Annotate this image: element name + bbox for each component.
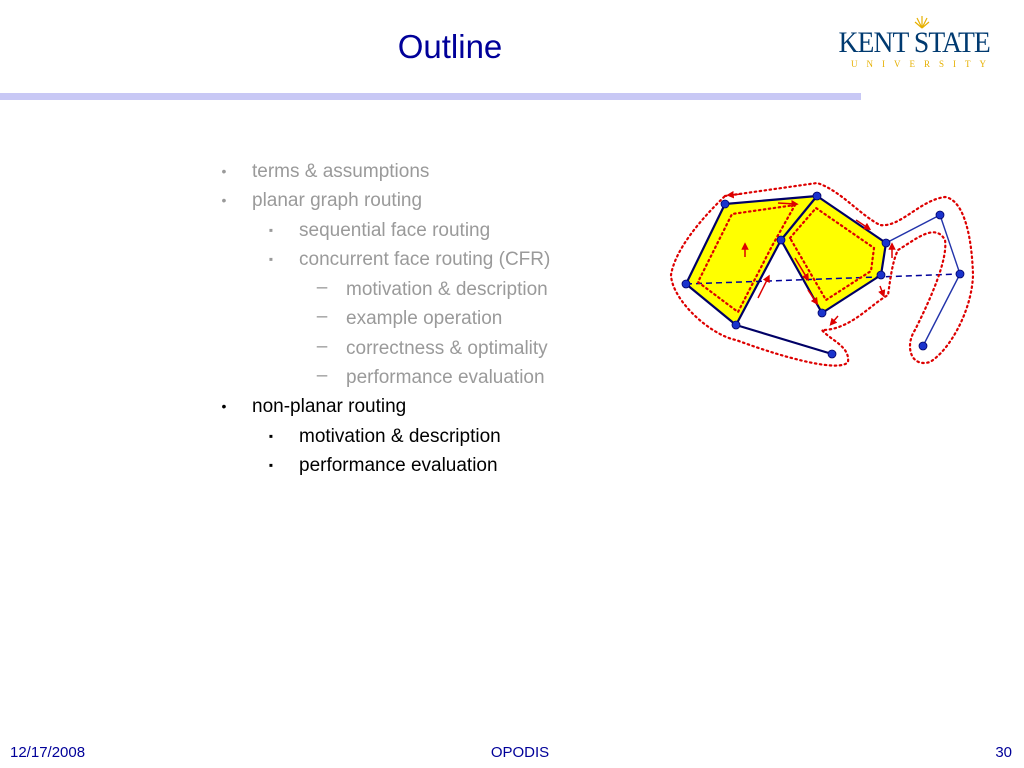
outline-item <box>268 426 501 448</box>
outline-item-text: correctness & optimality <box>346 338 548 359</box>
outline-item <box>268 249 551 271</box>
bullet-marker: – <box>316 306 328 327</box>
outline-item-text: example operation <box>346 308 503 329</box>
logo-wordmark: KENT STATE <box>838 26 990 59</box>
outline-item-text: motivation & description <box>346 279 548 300</box>
outline-item-text: terms & assumptions <box>252 161 430 182</box>
bullet-marker: – <box>316 365 328 386</box>
bullet-marker: • <box>221 163 227 179</box>
footer-page-number: 30 <box>995 744 1012 761</box>
outline-item-text: performance evaluation <box>346 367 545 388</box>
outline-list <box>0 0 660 500</box>
bullet-marker: – <box>316 336 328 357</box>
outline-item <box>268 455 498 477</box>
face-routing-diagram <box>660 170 980 380</box>
bullet-marker: ▪ <box>268 429 274 443</box>
outline-item <box>221 396 407 418</box>
outline-item-text: planar graph routing <box>252 190 423 211</box>
outline-item-text: non-planar routing <box>252 396 407 417</box>
bullet-marker: ▪ <box>268 458 274 472</box>
outline-item-text: sequential face routing <box>299 220 491 241</box>
outline-item <box>316 306 503 330</box>
outline-item <box>221 190 423 212</box>
footer-title: OPODIS <box>490 744 550 761</box>
bullet-marker: ▪ <box>268 252 274 266</box>
outline-item-text: performance evaluation <box>299 455 498 476</box>
bullet-marker: • <box>221 192 227 208</box>
outline-item <box>316 336 548 360</box>
kent-state-logo <box>836 14 1006 74</box>
footer-date: 12/17/2008 <box>10 744 86 761</box>
bullet-marker: ▪ <box>268 223 274 237</box>
outline-item <box>316 277 548 301</box>
outline-item <box>316 365 545 389</box>
slide-title: Outline <box>397 28 503 65</box>
outline-item <box>268 220 491 242</box>
outline-item-text: motivation & description <box>299 426 501 447</box>
logo-subtitle: UNIVERSITY <box>851 59 995 69</box>
outline-item <box>221 161 430 183</box>
bullet-marker: – <box>316 277 328 298</box>
bullet-marker: • <box>221 398 227 414</box>
outline-item-text: concurrent face routing (CFR) <box>299 249 551 270</box>
